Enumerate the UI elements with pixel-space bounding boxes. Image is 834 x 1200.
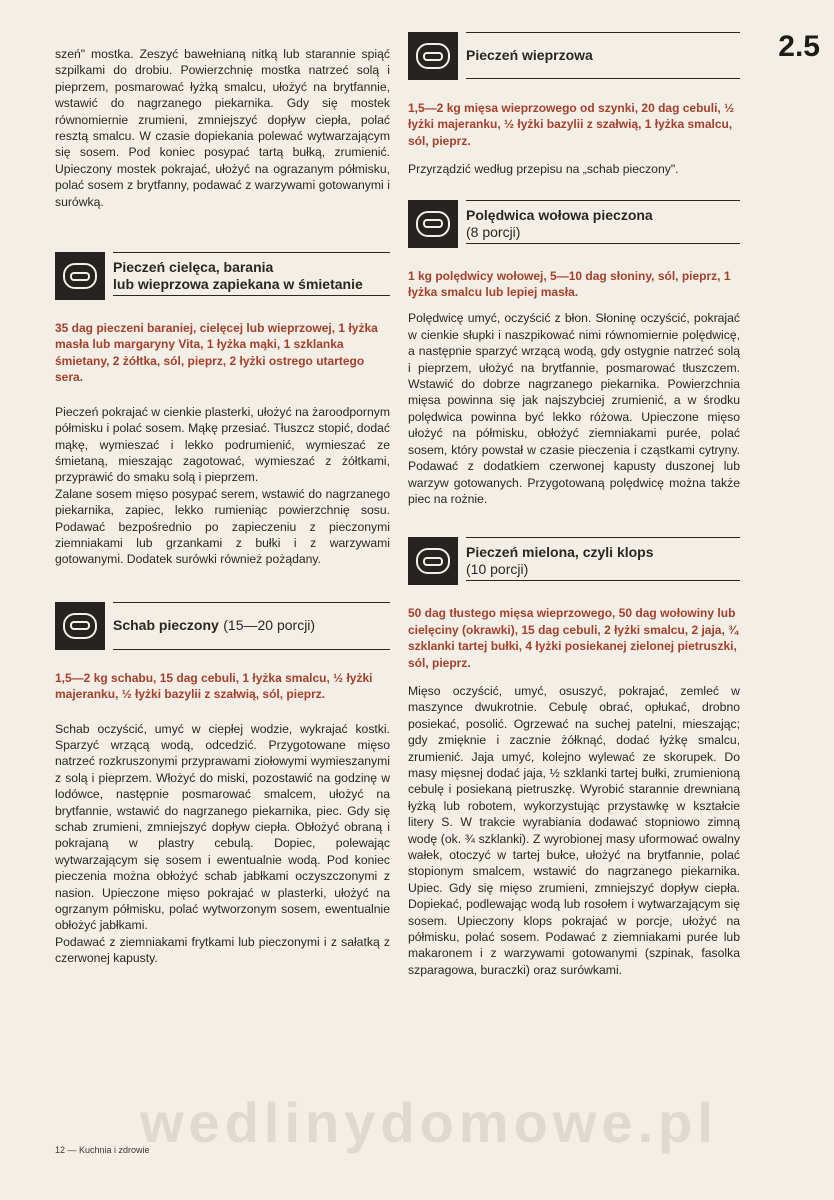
divider <box>466 200 740 201</box>
ingredients: 1,5—2 kg mięsa wieprzowego od szynki, 20 dag cebuli, ½ łyżki majeranku, ½ łyżki bazylii z szałwią, 1 łyżka smalcu, sól, pieprz. <box>408 101 735 148</box>
recipe-header <box>408 537 740 585</box>
recipe-title: Polędwica wołowa pieczona <box>466 206 653 223</box>
intro-text: szeń" mostka. Zeszyć bawełnianą nitką lub starannie spiąć szpilkami do drobiu. Powierzchnię mostka natrzeć solą i pieprzem, posmarować łyżką smalcu, ułożyć na brytfannie, wstawić do nagrzanego piekarnika. Gdy się mostek równomiernie zrumieni, zmniejszyć dopływ ciepła, polać resztą smalcu. W czasie dopiekania polewać wytwarzającym się sosem. Pod koniec posypać tartą bułką, zrumienić. Upieczony mostek pokrajać, ułożyć na ograzanym półmisku, polać sosem z brytfanny, podawać z warzywami gotowanymi i surówką. <box>55 47 390 209</box>
recipe-portions: (8 porcji) <box>466 223 521 240</box>
instructions-paragraph: Zalane sosem mięso posypać serem, wstawić do nagrzanego piekarnika, zapiec, lekko rumieniąc powierzchnię sosu. Podawać bezpośrednio po zapieczeniu z pieczonymi ziemniakami lub grzankami z bułki i z warzywami gotowanymi. Dodatek surówki również pożądany. <box>55 486 390 567</box>
recipe-header <box>408 32 740 80</box>
section-number: 2.5 <box>778 30 820 63</box>
roasting-pan-icon <box>408 200 458 248</box>
watermark: wedlinydomowe.pl <box>140 1091 718 1154</box>
instructions-paragraph: Przyrządzić według przepisu na „schab pieczony". <box>408 162 679 177</box>
instructions-paragraph: Polędwicę umyć, oczyścić z błon. Słoninę oczyścić, pokrajać w cienkie słupki i naszpikować nimi równomiernie polędwicę, a następnie sparzyć wrzącą wodą, gdy ostygnie natrzeć solą i pieprzem, ułożyć na brytfannie, posmarować tłuszczem. Wstawić do dobrze nagrzanego piekarnika. Powierzchnia mięsa powinna się jak najszybciej zrumienić, a w środku polędwica powinna być lekko różowa. Upieczone mięso ułożyć na półmisku, obłożyć ziemniakami purée, polać sosem, który powstał w czasie pieczenia i cząstkami cytryny. Podawać z dodatkiem czerwonej kapusty duszonej lub warzyw gotowanych. Przygotowaną polędwicę można także piec na rożnie. <box>408 311 740 506</box>
roasting-pan-icon <box>408 537 458 585</box>
divider <box>466 537 740 538</box>
instructions-paragraph: Mięso oczyścić, umyć, osuszyć, pokrajać, zemleć w maszynce dwukrotnie. Cebulę obrać, opłukać, drobno posiekać, posolić. Ogrzewać na suchej patelni, mieszając; gdy zmięknie i zacznie żółknąć, dodać łyżkę smalcu, zrumienić. Jaja umyć, kolejno wylewać ze skorupek. Do masy mięsnej dodać jaja, ½ szklanki tartej bułki, zrumienioną cebulę i posiekaną pietruszkę. Wyrobić starannie drewnianą łyżką lub robotem, wykorzystując przystawkę w kształcie litery S. W trakcie wyrabiania dodawać stopniowo zimną wodę (ok. ¾ szklanki). Z wyrobionej masy uformować owalny wałek, otoczyć w tartej bułce, ułożyć na brytfannie, polać stopionym smalcem, wstawić do nagrzanego piekarnika. Upiec. Gdy się mięso zrumieni, zmniejszyć dopływ ciepła. Dopiekać, podlewając wodą lub rosołem i wytwarzającym się sosem. Upieczony klops pokrajać w porcje, ułożyć na półmisku, polać sosem. Podawać z ziemniakami purée lub makaronem i z warzywami gotowanymi (szpinak, fasolka szparagowa, buraczki) oraz surówkami. <box>408 683 740 977</box>
roasting-pan-icon <box>408 32 458 80</box>
recipe-roast-pork <box>408 32 740 178</box>
ingredients: 1 kg polędwicy wołowej, 5—10 dag słoniny, sól, pieprz, 1 łyżka smalcu lub lepiej masła. <box>408 268 731 300</box>
recipe-header <box>55 252 390 300</box>
recipe-header <box>55 602 390 650</box>
ingredients: 35 dag pieczeni baraniej, cielęcej lub wieprzowej, 1 łyżka masła lub margaryny Vita, 1 łyżka mąki, 1 szklanka śmietany, 2 żółtka, sól, pieprz, 2 łyżki ostrego utartego sera. <box>55 321 378 385</box>
divider <box>466 32 740 33</box>
divider <box>466 78 740 79</box>
divider <box>113 252 390 253</box>
ingredients: 1,5—2 kg schabu, 15 dag cebuli, 1 łyżka smalcu, ½ łyżki majeranku, ½ łyżki bazylii z szałwią, sól, pieprz. <box>55 670 373 702</box>
recipe-title: Schab pieczony <box>113 616 219 633</box>
divider <box>466 580 740 581</box>
instructions-paragraph: Pieczeń pokrajać w cienkie plasterki, ułożyć na żaroodpornym półmisku i polać sosem. Mąkę przesiać. Tłuszcz stopić, dodać mąkę, wymieszać i lekko podrumienić, wymieszać ze śmietaną, mieszając zagotować, wymieszać z żółtkami, przyprawić do smaku solą i pieprzem. <box>55 404 390 485</box>
recipe-veal-lamb-pork <box>55 252 390 568</box>
roasting-pan-icon <box>55 252 105 300</box>
instructions-paragraph: Podawać z ziemniakami frytkami lub pieczonymi i z sałatką z czerwonej kapusty. <box>55 934 390 966</box>
divider <box>113 295 390 296</box>
page-footer: 12 — Kuchnia i zdrowie <box>55 1145 150 1155</box>
divider <box>466 243 740 244</box>
recipe-title: Pieczeń wieprzowa <box>466 47 593 63</box>
recipe-meatloaf <box>408 537 740 978</box>
left-column <box>55 0 390 967</box>
ingredients: 50 dag tłustego mięsa wieprzowego, 50 dag wołowiny lub cielęciny (okrawki), 15 dag cebuli, 2 łyżki smalcu, 2 jaja, ¾ szklanki tartej bułki, 4 łyżki posiekanej zielonej pietruszki, sól, pieprz. <box>408 606 739 670</box>
roasting-pan-icon <box>55 602 105 650</box>
recipe-header <box>408 200 740 248</box>
recipe-portions: (15—20 porcji) <box>223 616 316 633</box>
recipe-title-line1: Pieczeń cielęca, barania <box>113 259 274 276</box>
recipe-title: Pieczeń mielona, czyli klops <box>466 544 654 561</box>
recipe-roast-beef-tenderloin <box>408 200 740 508</box>
right-column <box>408 0 740 978</box>
recipe-roast-pork-loin <box>55 602 390 967</box>
divider <box>113 649 390 650</box>
recipe-title-line2: lub wieprzowa zapiekana w śmietanie <box>113 276 363 293</box>
recipe-portions: (10 porcji) <box>466 561 529 578</box>
instructions-paragraph: Schab oczyścić, umyć w ciepłej wodzie, wykrajać kostki. Sparzyć wrzącą wodą, odcedzić. Przygotowane mięso natrzeć rozkruszonymi przyprawami ziołowymi wymieszanymi z solą i pieprzem. Włożyć do miski, pozostawić na godzinę w lodówce, następnie posmarować smalcem, ułożyć na brytfannie, wstawić do nagrzanego piekarnika, piec. Gdy się schab zrumieni, zmniejszyć dopływ ciepła. Obłożyć obraną i pokrajaną w plastry cebulą. Dopiec, polewając wytwarzającym się sosem i ewentualnie wodą. Pod koniec pieczenia można obłożyć schab jabłkami oczyszczonymi z nasion. Upieczone mięso pokrajać w plasterki, ułożyć na ogrzanym półmisku, polać wytworzonym sosem, ewentualnie obłożyć jabłkami. <box>55 721 390 933</box>
divider <box>113 602 390 603</box>
